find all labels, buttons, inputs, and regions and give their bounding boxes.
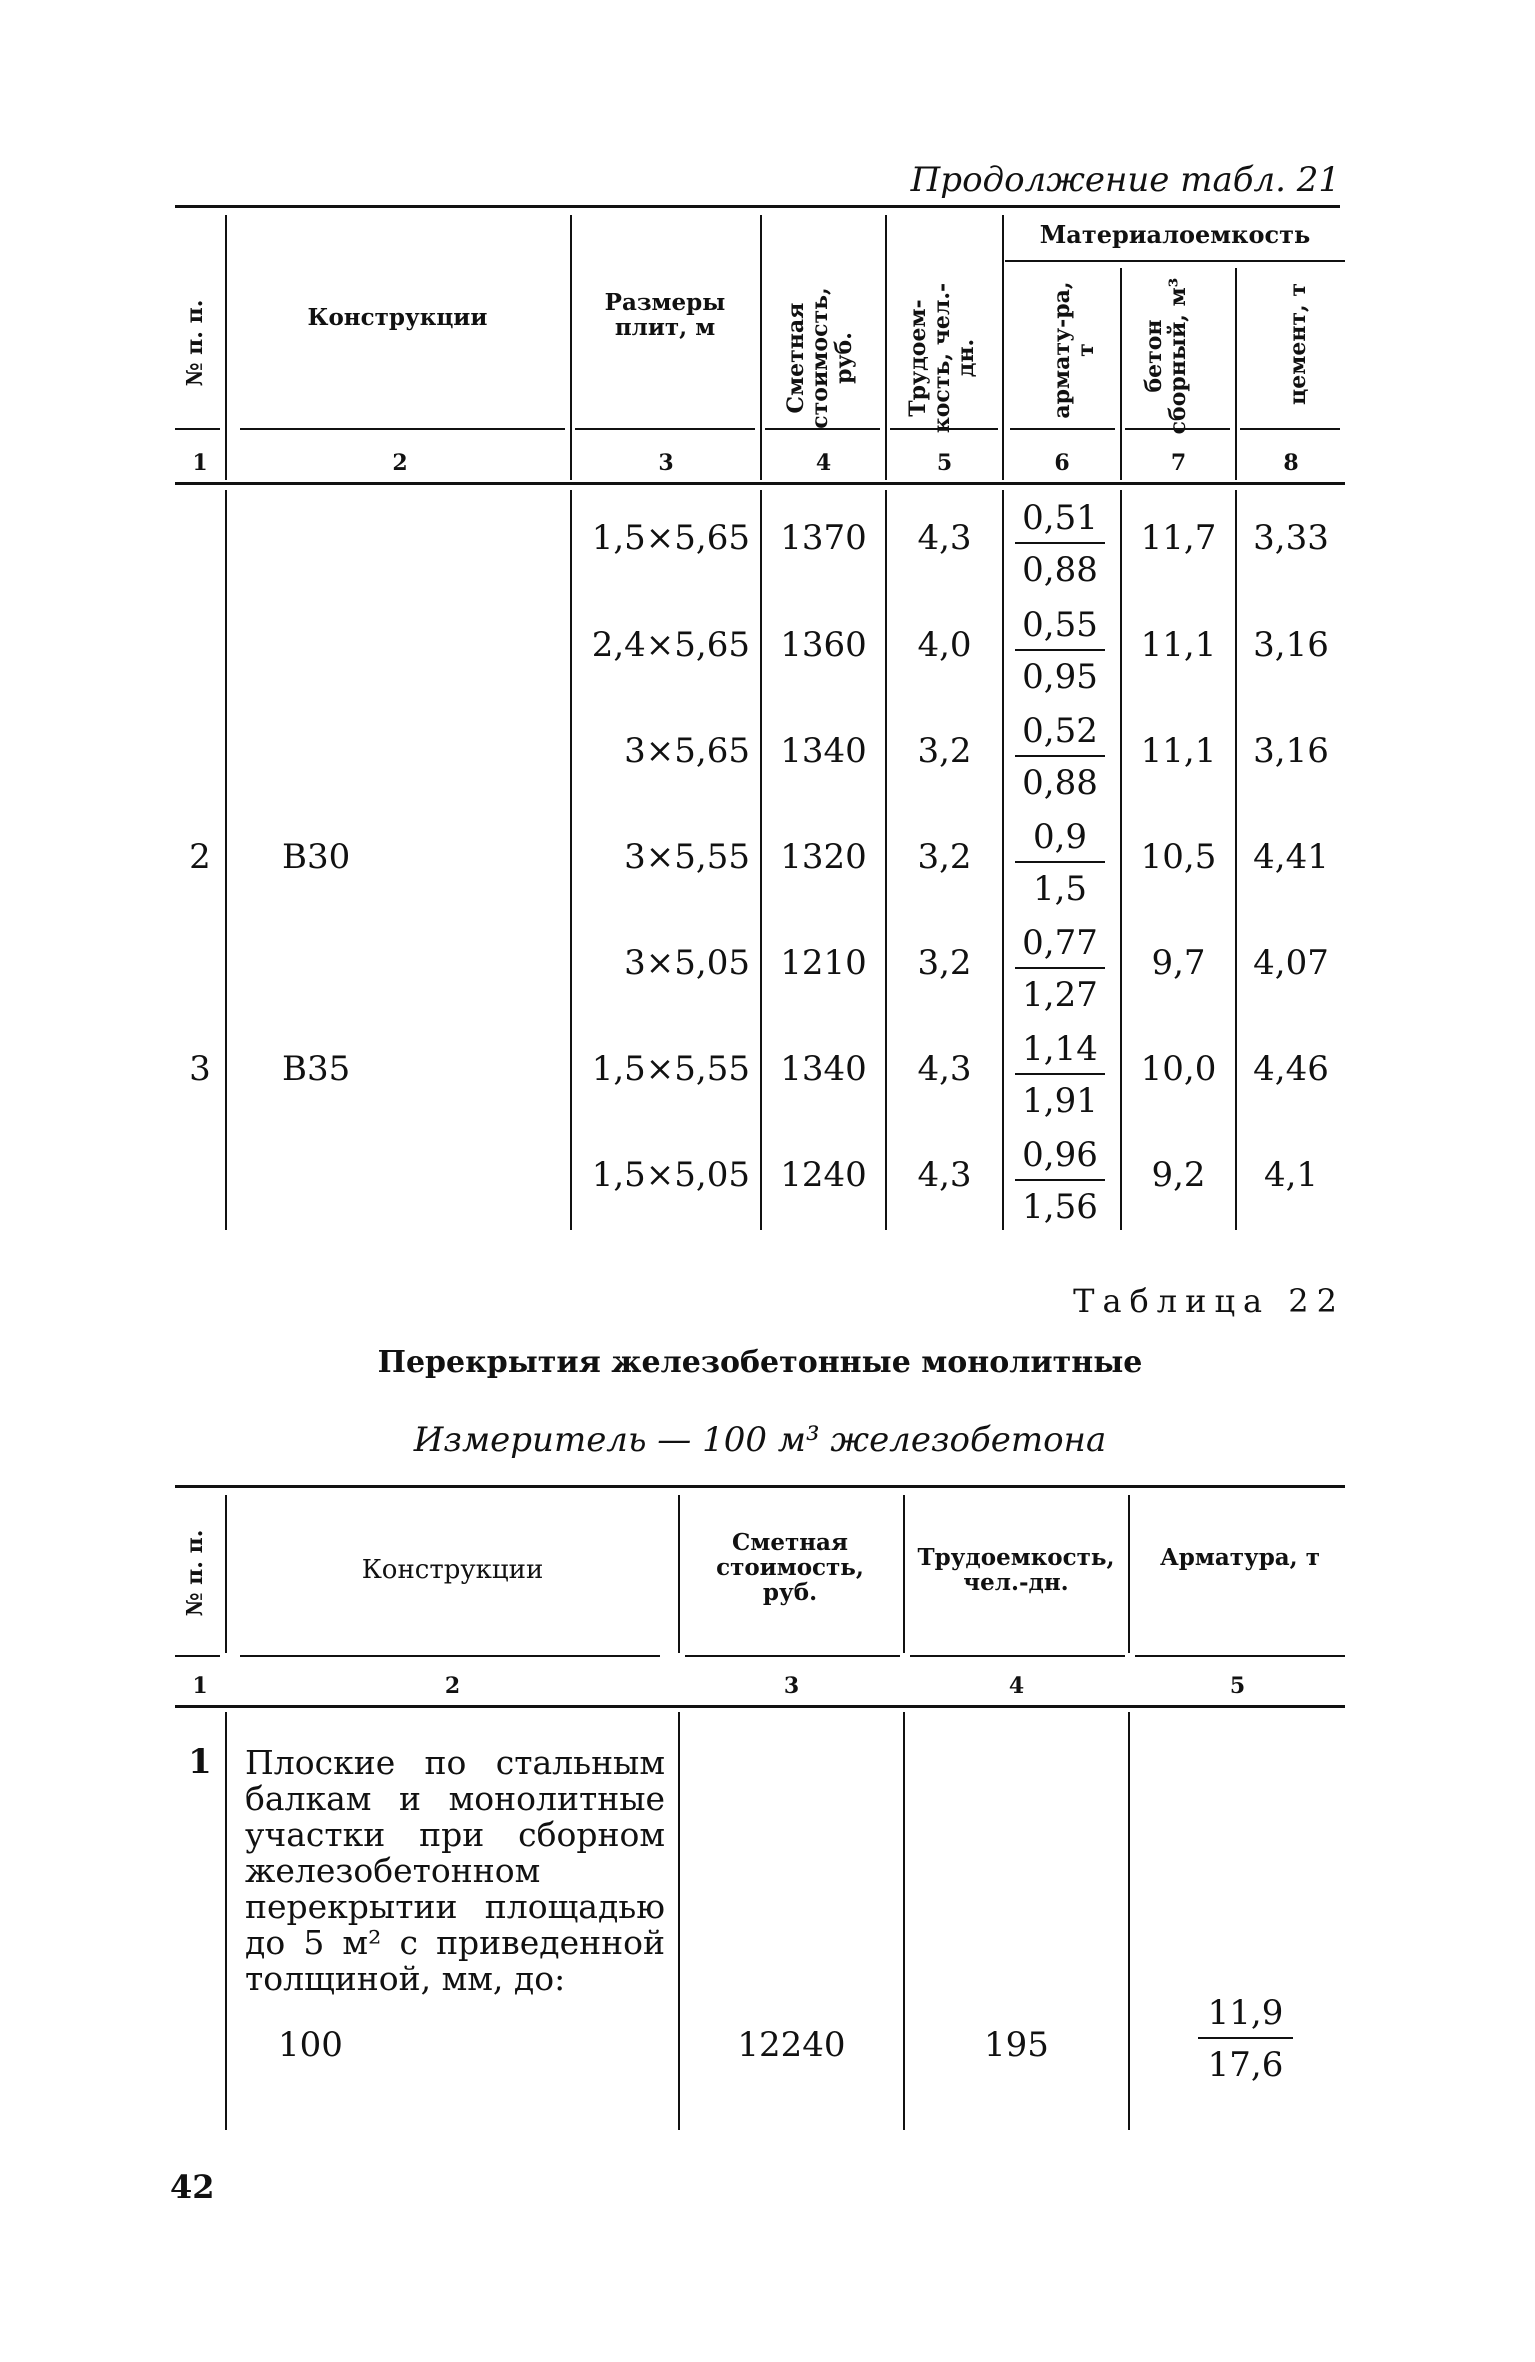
- t21-cell-cost: 1360: [780, 625, 867, 665]
- t21-cell-num: 2: [189, 837, 211, 877]
- t21-rebar-bottom: 0,95: [1022, 657, 1098, 697]
- t21-cell-concrete: 9,7: [1151, 943, 1206, 983]
- t21-cell-labor: 4,0: [917, 625, 972, 665]
- t21-cell-rebar: [1015, 1135, 1105, 1227]
- t21-header-subrule: [1125, 428, 1230, 430]
- t21-cell-cost: 1340: [780, 1049, 867, 1089]
- t22-body-rule: [175, 1705, 1345, 1708]
- t21-cell-cement: 4,07: [1253, 943, 1329, 983]
- t21-header-constructions: Конструкции: [307, 304, 488, 331]
- t21-vline: [1002, 490, 1004, 1230]
- t21-rebar-bottom: 0,88: [1022, 763, 1098, 803]
- t21-vline: [760, 215, 762, 480]
- t21-cell-rebar: [1015, 498, 1105, 590]
- t21-vline: [225, 490, 227, 1230]
- t21-cell-cost: 1340: [780, 731, 867, 771]
- t22-header-num: № п. п.: [182, 1529, 208, 1617]
- t21-header-concrete: бетон сборный, м³: [1141, 277, 1191, 435]
- t21-cell-rebar: [1015, 817, 1105, 909]
- t21-rebar-top: 0,55: [1015, 605, 1105, 651]
- t21-vline: [225, 215, 227, 480]
- t21-cell-labor: 4,3: [917, 1049, 972, 1089]
- t21-vline: [1002, 215, 1004, 480]
- t21-cell-cement: 4,41: [1253, 837, 1329, 877]
- t21-cell-cement: 3,33: [1253, 518, 1329, 558]
- t22-vline: [225, 1712, 227, 2130]
- t21-cell-cement: 3,16: [1253, 625, 1329, 665]
- t21-cell-size: 1,5×5,65: [591, 518, 750, 558]
- table21-continuation-caption: Продолжение табл. 21: [910, 160, 1340, 200]
- t21-cell-concrete: 9,2: [1151, 1155, 1206, 1195]
- t22-vline: [678, 1495, 680, 1653]
- t21-header-subrule: [575, 428, 755, 430]
- t22-cell-description: Плоские по стальным балкам и монолитные участки при сборном железобетонном перекрытии площадью до 5 м² с приведенной толщиной, мм, до:: [245, 1743, 665, 1998]
- t21-cell-rebar: [1015, 605, 1105, 697]
- t22-header-rebar: Арматура, т: [1160, 1544, 1320, 1571]
- t21-colnum: 6: [1054, 450, 1070, 476]
- t21-rebar-top: 0,51: [1015, 498, 1105, 544]
- t21-colnum: 3: [658, 450, 674, 476]
- t21-cell-cost: 1370: [780, 518, 867, 558]
- t22-cell-rebar: [1198, 1993, 1293, 2085]
- table22-title: Перекрытия железобетонные монолитные: [377, 1345, 1143, 1380]
- t21-rebar-top: 1,14: [1015, 1029, 1105, 1075]
- t22-header-labor: Трудоемкость, чел.-дн.: [917, 1544, 1115, 1596]
- t21-header-subrule: [890, 428, 998, 430]
- t21-rebar-bottom: 1,27: [1022, 975, 1098, 1015]
- t21-cell-cost: 1210: [780, 943, 867, 983]
- t21-cell-labor: 3,2: [917, 837, 972, 877]
- t21-vline: [570, 215, 572, 480]
- t21-cell-concrete: 11,7: [1140, 518, 1217, 558]
- table22-top-rule: [175, 1485, 1345, 1488]
- t21-materials-rule: [1005, 260, 1345, 262]
- t21-cell-size: 1,5×5,05: [591, 1155, 750, 1195]
- t21-header-labor: Трудоем-кость, чел.-дн.: [905, 282, 979, 434]
- t22-vline: [1128, 1495, 1130, 1653]
- t21-header-sizes: Размеры плит, м: [604, 289, 726, 341]
- t22-colnum: 5: [1229, 1673, 1246, 1699]
- table22-measure: Измеритель — 100 м³ железобетона: [413, 1420, 1107, 1460]
- t21-colnum: 5: [936, 450, 953, 476]
- t21-header-cost: Сметная стоимость, руб.: [783, 287, 857, 429]
- t21-header-subrule: [175, 428, 220, 430]
- t22-colnum: 1: [192, 1673, 208, 1699]
- t21-cell-size: 1,5×5,55: [591, 1049, 750, 1089]
- t21-header-num: № п. п.: [182, 299, 208, 387]
- t22-rebar-top: 11,9: [1198, 1993, 1293, 2039]
- t21-vline: [570, 490, 572, 1230]
- t21-cell-name: В35: [282, 1049, 351, 1089]
- t21-colnum: 8: [1283, 450, 1299, 476]
- t21-header-materials: Материалоемкость: [1039, 220, 1311, 249]
- t21-cell-concrete: 11,1: [1140, 625, 1217, 665]
- t21-cell-size: 3×5,65: [624, 731, 750, 771]
- t21-header-rebar: армату-ра, т: [1049, 281, 1099, 419]
- t21-colnum: 1: [192, 450, 208, 476]
- t21-rebar-top: 0,77: [1015, 923, 1105, 969]
- t22-header-cost: Сметная стоимость, руб.: [716, 1529, 864, 1606]
- t21-rebar-bottom: 1,56: [1022, 1187, 1098, 1227]
- t21-vline: [1235, 268, 1237, 480]
- t21-cell-labor: 3,2: [917, 731, 972, 771]
- t21-vline: [1120, 268, 1122, 480]
- t21-rebar-bottom: 1,91: [1022, 1081, 1098, 1121]
- t21-cell-labor: 4,3: [917, 518, 972, 558]
- t21-cell-concrete: 10,5: [1140, 837, 1217, 877]
- t21-cell-cost: 1240: [780, 1155, 867, 1195]
- t22-header-subrule: [910, 1655, 1125, 1657]
- t21-vline: [885, 215, 887, 480]
- t22-header-subrule: [175, 1655, 220, 1657]
- t22-vline: [678, 1712, 680, 2130]
- t21-rebar-top: 0,9: [1015, 817, 1105, 863]
- t21-cell-cement: 4,46: [1253, 1049, 1329, 1089]
- t22-header-subrule: [240, 1655, 660, 1657]
- t21-cell-rebar: [1015, 711, 1105, 803]
- t22-cell-cost: 12240: [737, 2025, 846, 2065]
- t21-cell-num: 3: [189, 1049, 211, 1089]
- t22-header-constructions: Конструкции: [361, 1555, 544, 1585]
- t21-header-subrule: [240, 428, 565, 430]
- t21-cell-size: 2,4×5,65: [591, 625, 750, 665]
- t22-vline: [903, 1712, 905, 2130]
- t21-rebar-top: 0,52: [1015, 711, 1105, 757]
- t21-header-subrule: [1010, 428, 1115, 430]
- t22-colnum: 4: [1008, 1673, 1025, 1699]
- table22-label: Таблица 22: [1073, 1282, 1345, 1320]
- page-number: 42: [170, 2168, 215, 2206]
- t21-cell-concrete: 10,0: [1140, 1049, 1217, 1089]
- t22-cell-num: 1: [188, 1742, 212, 1782]
- t21-cell-rebar: [1015, 1029, 1105, 1121]
- t22-colnum: 3: [783, 1673, 800, 1699]
- t22-vline: [225, 1495, 227, 1653]
- t21-body-rule: [175, 482, 1345, 485]
- t21-cell-concrete: 11,1: [1140, 731, 1217, 771]
- t21-colnum: 2: [392, 450, 408, 476]
- t21-cell-labor: 3,2: [917, 943, 972, 983]
- t21-cell-cement: 4,1: [1263, 1155, 1319, 1195]
- t22-header-subrule: [1135, 1655, 1345, 1657]
- t22-cell-labor: 195: [984, 2025, 1049, 2065]
- t21-cell-name: В30: [282, 837, 351, 877]
- t21-colnum: 7: [1170, 450, 1187, 476]
- t21-cell-size: 3×5,05: [624, 943, 750, 983]
- t21-cell-size: 3×5,55: [624, 837, 750, 877]
- t21-rebar-top: 0,96: [1015, 1135, 1105, 1181]
- t21-cell-rebar: [1015, 923, 1105, 1015]
- t22-rebar-bottom: 17,6: [1207, 2045, 1284, 2085]
- t21-header-subrule: [1240, 428, 1340, 430]
- t21-cell-cement: 3,16: [1253, 731, 1329, 771]
- t22-vline: [1128, 1712, 1130, 2130]
- t22-header-subrule: [685, 1655, 900, 1657]
- t22-cell-thickness: 100: [278, 2025, 343, 2065]
- t21-cell-labor: 4,3: [917, 1155, 972, 1195]
- table21-top-rule: [175, 205, 1340, 208]
- t21-rebar-bottom: 0,88: [1022, 550, 1098, 590]
- t21-colnum: 4: [815, 450, 832, 476]
- t21-cell-cost: 1320: [780, 837, 867, 877]
- t22-colnum: 2: [444, 1673, 461, 1699]
- t21-header-subrule: [765, 428, 880, 430]
- t21-rebar-bottom: 1,5: [1032, 869, 1088, 909]
- t21-header-cement: цемент, т: [1285, 282, 1311, 406]
